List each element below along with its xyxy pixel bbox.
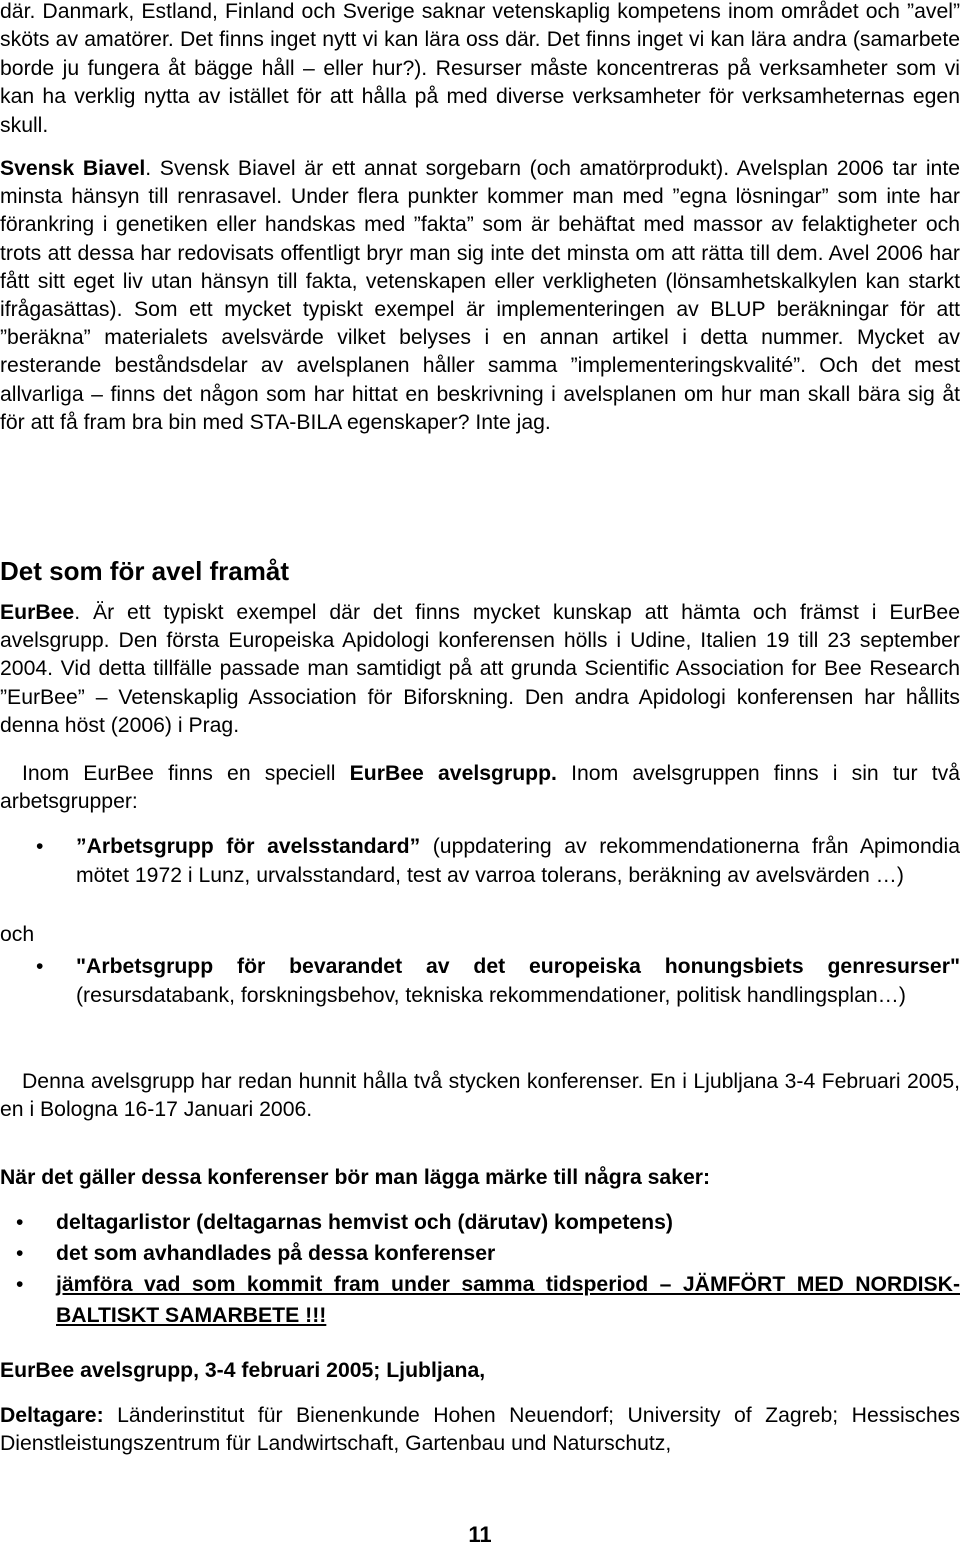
workgroup-list-2	[0, 953, 960, 1011]
bullet-icon: •	[36, 835, 44, 858]
bullet-icon: •	[16, 1211, 24, 1234]
list-item	[0, 953, 960, 1011]
denna-text: Denna avelsgrupp har redan hunnit hålla två stycken konferenser. En i Ljubljana 3-4 Februari 2005, en i Bologna 16-17 Januari 2006.	[0, 1070, 960, 1122]
participants-paragraph	[0, 1402, 960, 1459]
svensk-biavel-text: . Svensk Biavel är ett annat sorgebarn (och amatörprodukt). Avelsplan 2006 tar inte minsta hänsyn till renrasavel. Under flera punkter kommer man med ”egna lösningar” som inte har förankring i genetiken eller handskas med ”fakta” som är behäftat med massor av felaktigheter och trots att dessa har redovisats offentligt bryr man sig inte det minsta om att rätta till dem. Avel 2006 har fått sitt eget liv utan hänsyn till fakta, vetenskapen eller verkligheten (lönsamhetskalkylen kan starkt ifrågasättas). Som ett mycket typiskt exempel är implementeringen av BLUP beräkningar för att ”beräkna” materialets avelsvärde vilket belyses i en annan artikel i detta nummer. Mycket av resterande beståndsdelar av avelsplanen håller samma ”implementeringskvalité”. Och det mest allvarliga – finns det någon som har hittat en beskrivning i avelsplanen om hur man skall bära sig åt för att få fram bra bin med STA-BILA egenskaper? Inte jag.	[0, 157, 960, 434]
list-item	[0, 833, 960, 891]
bullet-icon: •	[16, 1273, 24, 1296]
page-number: 11	[468, 1522, 492, 1547]
participants-text: Länderinstitut für Bienenkunde Hohen Neuendorf; University of Zagreb; Hessisches Dienstleistungszentrum für Landwirtschaft, Gartenbau und Naturschutz,	[0, 1404, 960, 1456]
notice-heading: När det gäller dessa konferenser bör man lägga märke till några saker:	[0, 1166, 711, 1189]
inom-before: Inom EurBee finns en speciell	[22, 762, 350, 785]
list-item	[0, 1269, 960, 1331]
ljubljana-heading: EurBee avelsgrupp, 3-4 februari 2005; Ljubljana,	[0, 1359, 486, 1382]
denna-paragraph	[0, 1068, 960, 1125]
och-connector: och	[0, 923, 35, 946]
notice-item-text: jämföra vad som kommit fram under samma tidsperiod – JÄMFÖRT MED NORDISK-BALTISKT SAMARBETE !!!	[56, 1273, 960, 1327]
list-item	[0, 1207, 960, 1238]
workgroup-text: (uppdatering av rekommendationerna från Apimondia mötet 1972 i Lunz, urvalsstandard, test av varroa tolerans, beräkning av avelsvärden …)	[76, 835, 960, 887]
bullet-icon: •	[36, 955, 44, 978]
eurbee-group-paragraph	[0, 760, 960, 817]
svensk-biavel-label: Svensk Biavel	[0, 157, 146, 180]
bullet-icon: •	[16, 1242, 24, 1265]
notice-list	[0, 1207, 960, 1331]
workgroup-text: (resursdatabank, forskningsbehov, tekniska rekommendationer, politisk handlingsplan…)	[76, 983, 906, 1007]
section-heading: Det som för avel framåt	[0, 556, 289, 586]
workgroup-title: ”Arbetsgrupp för avelsstandard”	[76, 835, 421, 858]
eurbee-paragraph	[0, 599, 960, 740]
svensk-biavel-paragraph	[0, 155, 960, 437]
notice-item-text: det som avhandlades på dessa konferenser	[56, 1242, 496, 1265]
intro-paragraph	[0, 0, 960, 140]
participants-label: Deltagare:	[0, 1404, 104, 1427]
inom-after: Inom avelsgruppen finns i sin tur två arbetsgrupper:	[0, 762, 960, 814]
intro-text: där. Danmark, Estland, Finland och Sverige saknar vetenskaplig kompetens inom området och ”avel” sköts av amatörer. Det finns inget nytt vi kan lära oss där. Det finns inget vi kan lära andra (samarbete borde ju fungera åt bägge håll – eller hur?). Resurser måste koncentreras på verksamheter som vi kan ha verklig nytta av istället för att hålla på med diverse verksamheter för verksamheternas egen skull.	[0, 0, 960, 137]
list-item	[0, 1238, 960, 1269]
workgroup-title: "Arbetsgrupp för bevarandet av det europeiska honungsbiets genresurser"	[76, 955, 960, 978]
notice-item-text: deltagarlistor (deltagarnas hemvist och (därutav) kompetens)	[56, 1211, 673, 1234]
eurbee-label: EurBee	[0, 601, 75, 624]
workgroup-list-1	[0, 833, 960, 891]
eurbee-avelsgrupp-label: EurBee avelsgrupp.	[349, 762, 557, 785]
eurbee-text: . Är ett typiskt exempel där det finns mycket kunskap att hämta och främst i EurBee avelsgrupp. Den första Europeiska Apidologi konferensen hölls i Udine, Italien 19 till 23 september 2004. Vid detta tillfälle passade man samtidigt på att grunda Scientific Association for Bee Research ”EurBee” – Vetenskaplig Association för Biforskning. Den andra Apidologi konferensen har hållits denna höst (2006) i Prag.	[0, 601, 960, 737]
